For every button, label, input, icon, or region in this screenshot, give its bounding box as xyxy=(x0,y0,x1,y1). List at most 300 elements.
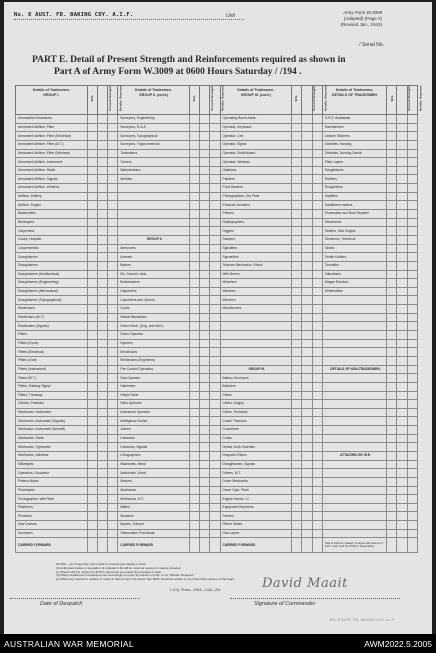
entry-cell[interactable] xyxy=(108,529,118,538)
entry-cell[interactable] xyxy=(397,244,407,253)
entry-cell[interactable] xyxy=(292,149,302,158)
entry-cell[interactable] xyxy=(312,149,322,158)
entry-cell[interactable] xyxy=(97,460,107,469)
entry-cell[interactable] xyxy=(87,322,97,331)
entry-cell[interactable] xyxy=(87,356,97,365)
entry-cell[interactable] xyxy=(200,400,210,409)
entry-cell[interactable] xyxy=(407,279,417,288)
entry-cell[interactable] xyxy=(97,434,107,443)
entry-cell[interactable] xyxy=(87,166,97,175)
entry-cell[interactable] xyxy=(108,469,118,478)
entry-cell[interactable] xyxy=(97,400,107,409)
entry-cell[interactable] xyxy=(97,365,107,374)
entry-cell[interactable] xyxy=(387,374,397,383)
entry-cell[interactable] xyxy=(397,443,407,452)
entry-cell[interactable] xyxy=(387,434,397,443)
entry-cell[interactable] xyxy=(397,261,407,270)
entry-cell[interactable] xyxy=(87,451,97,460)
entry-cell[interactable] xyxy=(387,123,397,132)
entry-cell[interactable] xyxy=(210,374,220,383)
entry-cell[interactable] xyxy=(200,426,210,435)
entry-cell[interactable] xyxy=(200,313,210,322)
entry-cell[interactable] xyxy=(397,218,407,227)
entry-cell[interactable] xyxy=(97,140,107,149)
entry-cell[interactable] xyxy=(302,486,312,495)
entry-cell[interactable] xyxy=(210,305,220,314)
entry-cell[interactable] xyxy=(312,486,322,495)
entry-cell[interactable] xyxy=(87,417,97,426)
entry-cell[interactable] xyxy=(387,201,397,210)
entry-cell[interactable] xyxy=(108,322,118,331)
entry-cell[interactable] xyxy=(108,287,118,296)
entry-cell[interactable] xyxy=(210,417,220,426)
entry-cell[interactable] xyxy=(189,486,199,495)
entry-cell[interactable] xyxy=(407,201,417,210)
entry-cell[interactable] xyxy=(97,149,107,158)
entry-cell[interactable] xyxy=(87,279,97,288)
entry-cell[interactable] xyxy=(407,235,417,244)
entry-cell[interactable] xyxy=(312,140,322,149)
entry-cell[interactable] xyxy=(397,417,407,426)
entry-cell[interactable] xyxy=(200,201,210,210)
entry-cell[interactable] xyxy=(97,348,107,357)
entry-cell[interactable] xyxy=(407,503,417,512)
entry-cell[interactable] xyxy=(312,218,322,227)
entry-cell[interactable] xyxy=(108,218,118,227)
entry-cell[interactable] xyxy=(210,235,220,244)
entry-cell[interactable] xyxy=(210,495,220,504)
entry-cell[interactable] xyxy=(108,132,118,141)
entry-cell[interactable] xyxy=(407,400,417,409)
entry-cell[interactable] xyxy=(387,408,397,417)
entry-cell[interactable] xyxy=(189,210,199,219)
entry-cell[interactable] xyxy=(189,451,199,460)
entry-cell[interactable] xyxy=(210,192,220,201)
entry-cell[interactable] xyxy=(87,218,97,227)
entry-cell[interactable] xyxy=(97,132,107,141)
entry-cell[interactable] xyxy=(108,495,118,504)
entry-cell[interactable] xyxy=(397,356,407,365)
entry-cell[interactable] xyxy=(407,244,417,253)
entry-cell[interactable] xyxy=(189,166,199,175)
entry-cell[interactable] xyxy=(200,477,210,486)
entry-cell[interactable] xyxy=(108,391,118,400)
entry-cell[interactable] xyxy=(87,331,97,340)
entry-cell[interactable] xyxy=(189,201,199,210)
entry-cell[interactable] xyxy=(302,503,312,512)
entry-cell[interactable] xyxy=(312,382,322,391)
entry-cell[interactable] xyxy=(200,235,210,244)
entry-cell[interactable] xyxy=(397,313,407,322)
entry-cell[interactable] xyxy=(397,123,407,132)
entry-cell[interactable] xyxy=(302,512,312,521)
entry-cell[interactable] xyxy=(397,201,407,210)
entry-cell[interactable] xyxy=(387,521,397,530)
entry-cell[interactable] xyxy=(210,451,220,460)
entry-cell[interactable] xyxy=(200,503,210,512)
entry-cell[interactable] xyxy=(210,261,220,270)
entry-cell[interactable] xyxy=(407,451,417,460)
entry-cell[interactable] xyxy=(292,158,302,167)
entry-cell[interactable] xyxy=(302,166,312,175)
entry-cell[interactable] xyxy=(302,192,312,201)
entry-cell[interactable] xyxy=(108,166,118,175)
entry-cell[interactable] xyxy=(97,486,107,495)
entry-cell[interactable] xyxy=(200,253,210,262)
entry-cell[interactable] xyxy=(387,166,397,175)
entry-cell[interactable] xyxy=(108,382,118,391)
entry-cell[interactable] xyxy=(312,408,322,417)
entry-cell[interactable] xyxy=(189,495,199,504)
entry-cell[interactable] xyxy=(87,391,97,400)
entry-cell[interactable] xyxy=(397,382,407,391)
entry-cell[interactable] xyxy=(302,279,312,288)
entry-cell[interactable] xyxy=(387,356,397,365)
entry-cell[interactable] xyxy=(210,512,220,521)
entry-cell[interactable] xyxy=(97,270,107,279)
entry-cell[interactable] xyxy=(292,279,302,288)
entry-cell[interactable] xyxy=(387,296,397,305)
entry-cell[interactable] xyxy=(302,287,312,296)
entry-cell[interactable] xyxy=(397,305,407,314)
entry-cell[interactable] xyxy=(87,538,97,553)
entry-cell[interactable] xyxy=(292,218,302,227)
entry-cell[interactable] xyxy=(189,434,199,443)
entry-cell[interactable] xyxy=(407,149,417,158)
entry-cell[interactable] xyxy=(87,521,97,530)
entry-cell[interactable] xyxy=(387,158,397,167)
entry-cell[interactable] xyxy=(200,227,210,236)
entry-cell[interactable] xyxy=(387,538,397,553)
entry-cell[interactable] xyxy=(312,391,322,400)
entry-cell[interactable] xyxy=(87,132,97,141)
entry-cell[interactable] xyxy=(200,529,210,538)
entry-cell[interactable] xyxy=(312,184,322,193)
entry-cell[interactable] xyxy=(387,331,397,340)
entry-cell[interactable] xyxy=(302,426,312,435)
entry-cell[interactable] xyxy=(189,218,199,227)
entry-cell[interactable] xyxy=(407,529,417,538)
entry-cell[interactable] xyxy=(292,313,302,322)
entry-cell[interactable] xyxy=(108,175,118,184)
entry-cell[interactable] xyxy=(97,443,107,452)
entry-cell[interactable] xyxy=(397,279,407,288)
entry-cell[interactable] xyxy=(312,529,322,538)
entry-cell[interactable] xyxy=(312,227,322,236)
entry-cell[interactable] xyxy=(292,331,302,340)
entry-cell[interactable] xyxy=(292,287,302,296)
entry-cell[interactable] xyxy=(387,443,397,452)
entry-cell[interactable] xyxy=(302,434,312,443)
entry-cell[interactable] xyxy=(97,287,107,296)
entry-cell[interactable] xyxy=(87,227,97,236)
entry-cell[interactable] xyxy=(292,348,302,357)
entry-cell[interactable] xyxy=(108,279,118,288)
entry-cell[interactable] xyxy=(210,331,220,340)
entry-cell[interactable] xyxy=(87,235,97,244)
entry-cell[interactable] xyxy=(292,451,302,460)
entry-cell[interactable] xyxy=(210,253,220,262)
entry-cell[interactable] xyxy=(387,305,397,314)
entry-cell[interactable] xyxy=(189,313,199,322)
entry-cell[interactable] xyxy=(210,382,220,391)
entry-cell[interactable] xyxy=(387,184,397,193)
entry-cell[interactable] xyxy=(397,348,407,357)
entry-cell[interactable] xyxy=(407,426,417,435)
entry-cell[interactable] xyxy=(387,218,397,227)
entry-cell[interactable] xyxy=(189,356,199,365)
entry-cell[interactable] xyxy=(200,149,210,158)
entry-cell[interactable] xyxy=(108,348,118,357)
entry-cell[interactable] xyxy=(312,400,322,409)
entry-cell[interactable] xyxy=(397,339,407,348)
entry-cell[interactable] xyxy=(292,477,302,486)
entry-cell[interactable] xyxy=(407,227,417,236)
entry-cell[interactable] xyxy=(312,443,322,452)
entry-cell[interactable] xyxy=(397,521,407,530)
entry-cell[interactable] xyxy=(108,201,118,210)
entry-cell[interactable] xyxy=(387,529,397,538)
entry-cell[interactable] xyxy=(97,166,107,175)
entry-cell[interactable] xyxy=(312,339,322,348)
entry-cell[interactable] xyxy=(87,296,97,305)
entry-cell[interactable] xyxy=(200,408,210,417)
entry-cell[interactable] xyxy=(292,400,302,409)
entry-cell[interactable] xyxy=(292,166,302,175)
entry-cell[interactable] xyxy=(407,538,417,553)
entry-cell[interactable] xyxy=(387,132,397,141)
entry-cell[interactable] xyxy=(312,503,322,512)
entry-cell[interactable] xyxy=(97,477,107,486)
entry-cell[interactable] xyxy=(87,184,97,193)
entry-cell[interactable] xyxy=(407,218,417,227)
entry-cell[interactable] xyxy=(312,356,322,365)
entry-cell[interactable] xyxy=(302,469,312,478)
entry-cell[interactable] xyxy=(312,348,322,357)
entry-cell[interactable] xyxy=(87,175,97,184)
entry-cell[interactable] xyxy=(97,495,107,504)
entry-cell[interactable] xyxy=(312,210,322,219)
entry-cell[interactable] xyxy=(108,443,118,452)
entry-cell[interactable] xyxy=(189,322,199,331)
entry-cell[interactable] xyxy=(108,426,118,435)
entry-cell[interactable] xyxy=(108,460,118,469)
entry-cell[interactable] xyxy=(302,149,312,158)
entry-cell[interactable] xyxy=(200,469,210,478)
entry-cell[interactable] xyxy=(87,149,97,158)
entry-cell[interactable] xyxy=(87,270,97,279)
entry-cell[interactable] xyxy=(200,305,210,314)
entry-cell[interactable] xyxy=(387,253,397,262)
entry-cell[interactable] xyxy=(292,374,302,383)
entry-cell[interactable] xyxy=(292,417,302,426)
entry-cell[interactable] xyxy=(397,512,407,521)
entry-cell[interactable] xyxy=(387,192,397,201)
entry-cell[interactable] xyxy=(189,503,199,512)
entry-cell[interactable] xyxy=(397,477,407,486)
entry-cell[interactable] xyxy=(210,201,220,210)
entry-cell[interactable] xyxy=(210,426,220,435)
entry-cell[interactable] xyxy=(407,477,417,486)
entry-cell[interactable] xyxy=(397,158,407,167)
entry-cell[interactable] xyxy=(210,149,220,158)
entry-cell[interactable] xyxy=(97,253,107,262)
entry-cell[interactable] xyxy=(407,460,417,469)
entry-cell[interactable] xyxy=(302,348,312,357)
entry-cell[interactable] xyxy=(87,434,97,443)
entry-cell[interactable] xyxy=(387,477,397,486)
entry-cell[interactable] xyxy=(200,140,210,149)
entry-cell[interactable] xyxy=(200,331,210,340)
entry-cell[interactable] xyxy=(210,434,220,443)
entry-cell[interactable] xyxy=(302,158,312,167)
entry-cell[interactable] xyxy=(302,218,312,227)
entry-cell[interactable] xyxy=(397,287,407,296)
entry-cell[interactable] xyxy=(189,115,199,124)
entry-cell[interactable] xyxy=(189,244,199,253)
entry-cell[interactable] xyxy=(87,469,97,478)
entry-cell[interactable] xyxy=(97,227,107,236)
entry-cell[interactable] xyxy=(292,261,302,270)
entry-cell[interactable] xyxy=(407,512,417,521)
entry-cell[interactable] xyxy=(302,313,312,322)
entry-cell[interactable] xyxy=(302,374,312,383)
entry-cell[interactable] xyxy=(302,235,312,244)
entry-cell[interactable] xyxy=(302,391,312,400)
entry-cell[interactable] xyxy=(210,227,220,236)
entry-cell[interactable] xyxy=(302,244,312,253)
entry-cell[interactable] xyxy=(397,296,407,305)
entry-cell[interactable] xyxy=(302,443,312,452)
entry-cell[interactable] xyxy=(312,296,322,305)
entry-cell[interactable] xyxy=(97,512,107,521)
entry-cell[interactable] xyxy=(200,434,210,443)
entry-cell[interactable] xyxy=(312,365,322,374)
entry-cell[interactable] xyxy=(200,486,210,495)
entry-cell[interactable] xyxy=(407,287,417,296)
entry-cell[interactable] xyxy=(200,521,210,530)
entry-cell[interactable] xyxy=(108,244,118,253)
entry-cell[interactable] xyxy=(312,451,322,460)
entry-cell[interactable] xyxy=(97,305,107,314)
entry-cell[interactable] xyxy=(292,132,302,141)
entry-cell[interactable] xyxy=(87,261,97,270)
entry-cell[interactable] xyxy=(302,201,312,210)
entry-cell[interactable] xyxy=(210,322,220,331)
entry-cell[interactable] xyxy=(387,391,397,400)
entry-cell[interactable] xyxy=(108,227,118,236)
entry-cell[interactable] xyxy=(200,218,210,227)
entry-cell[interactable] xyxy=(189,227,199,236)
entry-cell[interactable] xyxy=(200,123,210,132)
entry-cell[interactable] xyxy=(108,451,118,460)
entry-cell[interactable] xyxy=(189,270,199,279)
entry-cell[interactable] xyxy=(87,382,97,391)
entry-cell[interactable] xyxy=(292,356,302,365)
entry-cell[interactable] xyxy=(387,495,397,504)
entry-cell[interactable] xyxy=(210,184,220,193)
entry-cell[interactable] xyxy=(189,417,199,426)
entry-cell[interactable] xyxy=(97,296,107,305)
entry-cell[interactable] xyxy=(407,296,417,305)
entry-cell[interactable] xyxy=(407,115,417,124)
entry-cell[interactable] xyxy=(108,296,118,305)
entry-cell[interactable] xyxy=(302,123,312,132)
entry-cell[interactable] xyxy=(407,374,417,383)
entry-cell[interactable] xyxy=(312,538,322,553)
entry-cell[interactable] xyxy=(87,244,97,253)
entry-cell[interactable] xyxy=(397,331,407,340)
entry-cell[interactable] xyxy=(189,253,199,262)
entry-cell[interactable] xyxy=(397,235,407,244)
entry-cell[interactable] xyxy=(407,166,417,175)
entry-cell[interactable] xyxy=(397,132,407,141)
entry-cell[interactable] xyxy=(407,140,417,149)
entry-cell[interactable] xyxy=(87,192,97,201)
entry-cell[interactable] xyxy=(397,175,407,184)
entry-cell[interactable] xyxy=(210,486,220,495)
entry-cell[interactable] xyxy=(387,210,397,219)
entry-cell[interactable] xyxy=(397,529,407,538)
entry-cell[interactable] xyxy=(200,132,210,141)
entry-cell[interactable] xyxy=(87,512,97,521)
entry-cell[interactable] xyxy=(189,521,199,530)
entry-cell[interactable] xyxy=(397,322,407,331)
entry-cell[interactable] xyxy=(292,486,302,495)
entry-cell[interactable] xyxy=(312,331,322,340)
entry-cell[interactable] xyxy=(302,261,312,270)
entry-cell[interactable] xyxy=(397,486,407,495)
entry-cell[interactable] xyxy=(312,261,322,270)
entry-cell[interactable] xyxy=(200,270,210,279)
entry-cell[interactable] xyxy=(302,451,312,460)
entry-cell[interactable] xyxy=(97,235,107,244)
entry-cell[interactable] xyxy=(407,322,417,331)
entry-cell[interactable] xyxy=(407,331,417,340)
entry-cell[interactable] xyxy=(189,391,199,400)
entry-cell[interactable] xyxy=(200,495,210,504)
entry-cell[interactable] xyxy=(108,123,118,132)
entry-cell[interactable] xyxy=(200,322,210,331)
entry-cell[interactable] xyxy=(387,322,397,331)
entry-cell[interactable] xyxy=(387,149,397,158)
entry-cell[interactable] xyxy=(189,460,199,469)
entry-cell[interactable] xyxy=(302,296,312,305)
entry-cell[interactable] xyxy=(292,538,302,553)
entry-cell[interactable] xyxy=(292,495,302,504)
entry-cell[interactable] xyxy=(210,115,220,124)
entry-cell[interactable] xyxy=(292,115,302,124)
entry-cell[interactable] xyxy=(189,374,199,383)
entry-cell[interactable] xyxy=(387,417,397,426)
entry-cell[interactable] xyxy=(292,253,302,262)
entry-cell[interactable] xyxy=(387,348,397,357)
entry-cell[interactable] xyxy=(312,279,322,288)
entry-cell[interactable] xyxy=(302,270,312,279)
entry-cell[interactable] xyxy=(292,391,302,400)
entry-cell[interactable] xyxy=(312,512,322,521)
entry-cell[interactable] xyxy=(87,348,97,357)
entry-cell[interactable] xyxy=(312,166,322,175)
entry-cell[interactable] xyxy=(97,521,107,530)
entry-cell[interactable] xyxy=(312,469,322,478)
entry-cell[interactable] xyxy=(407,210,417,219)
entry-cell[interactable] xyxy=(108,408,118,417)
entry-cell[interactable] xyxy=(210,140,220,149)
entry-cell[interactable] xyxy=(200,166,210,175)
entry-cell[interactable] xyxy=(108,115,118,124)
entry-cell[interactable] xyxy=(302,529,312,538)
